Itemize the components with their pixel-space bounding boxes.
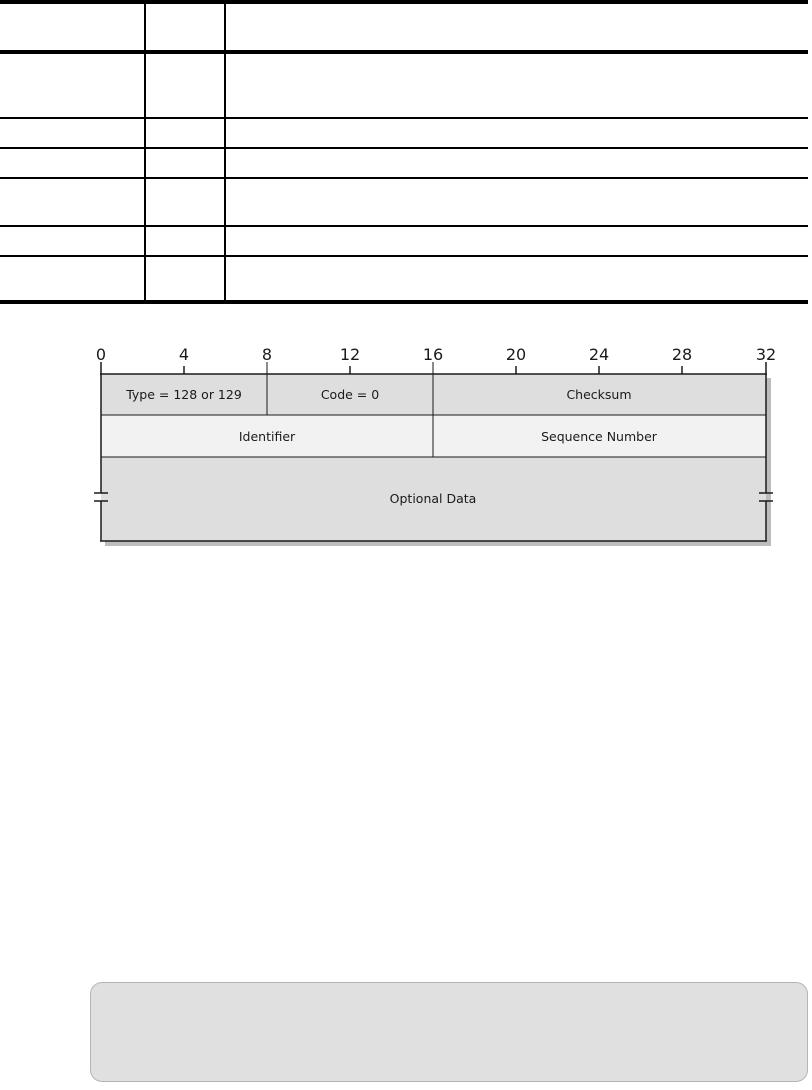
bit-label: 16 (422, 345, 444, 364)
type-label: Type = 128 or 129 (126, 387, 242, 402)
bit-label: 20 (505, 345, 527, 364)
bit-label: 4 (178, 345, 190, 364)
checksum-label: Checksum (566, 387, 632, 402)
identifier-label: Identifier (238, 429, 296, 444)
bit-label: 28 (671, 345, 693, 364)
note-box (90, 982, 808, 1082)
bit-label: 0 (95, 345, 107, 364)
sequence-number-label: Sequence Number (541, 429, 657, 444)
bit-label: 12 (339, 345, 361, 364)
bit-labels (96, 345, 776, 364)
bit-label: 8 (261, 345, 273, 364)
code-label: Code = 0 (320, 387, 380, 402)
bit-label: 32 (755, 345, 777, 364)
optional-data-label: Optional Data (389, 491, 477, 506)
bit-label: 24 (588, 345, 610, 364)
